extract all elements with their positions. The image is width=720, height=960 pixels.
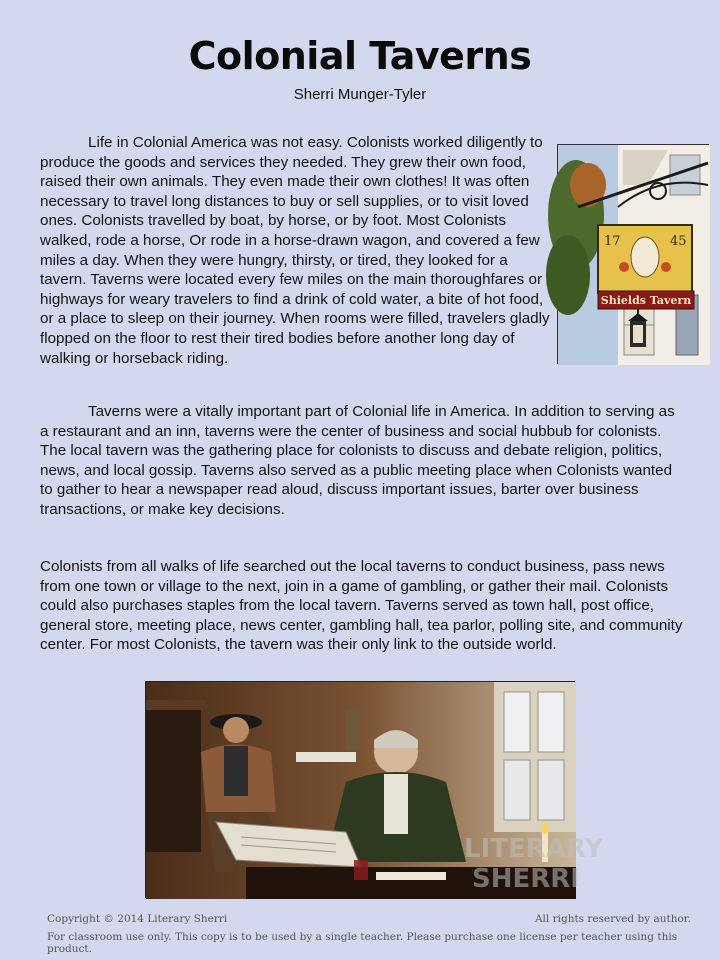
sign-tavern-name: Shields Tavern	[600, 294, 692, 307]
rights-notice: All rights reserved by author.	[534, 913, 691, 925]
copyright-notice: Copyright © 2014 Literary Sherri	[47, 913, 228, 925]
paragraph-1	[40, 133, 554, 368]
paragraph-1-text: Life in Colonial America was not easy. Colonists worked diligently to produce the goods and services they needed. They grew their own food, raised their own animals. They even made their own clothes! It was often necessary to travel long distances to buy or sell supplies, or to visit loved ones. Colonists travelled by boat, by horse, or by foot. Most Colonists walked, rode a horse, Or rode in a horse-drawn wagon, and covered a few miles a day. When they were hungry, thirsty, or tired, they looked for a tavern. Taverns were located every few miles on the main thoroughfares or highways for weary travelers to find a drink of cold water, a bite of hot food, or a place to sleep on their journey. When rooms were filled, travelers gladly flopped on the floor to rest their tired bodies before another long day of walking or horseback riding.	[40, 134, 550, 367]
paragraph-2-text: Taverns were a vitally important part of Colonial life in America. In addition to serving as a restaurant and an inn, taverns were the center of business and social hubbub for colonists. The local tavern was the gathering place for colonists to discuss and debate religion, politics, news, and local gossip. Taverns also served as a public meeting place when Colonists wanted to gather to hear a newspaper read aloud, discuss important issues, barter over business transactions, or make key decisions.	[40, 403, 675, 518]
page-title: Colonial Taverns	[188, 34, 532, 78]
paragraph-3: Colonists from all walks of life searched out the local taverns to conduct business, pass news from one town or village to the next, join in a game of gambling, or gather their mail. Colonists could also purchases staples from the local tavern. Taverns served as town hall, post office, general store, meeting place, news center, gambling hall, tea parlor, polling site, and community center. For most Colonists, the tavern was their only link to the outside world.	[40, 558, 683, 654]
author-name: Sherri Munger-Tyler	[293, 86, 427, 103]
sign-year-left: 17	[604, 234, 621, 249]
paragraph-2	[40, 402, 680, 520]
sign-year-right: 45	[670, 234, 687, 249]
shields-tavern-sign-photo	[557, 144, 709, 364]
watermark-line-1: LITERARY	[464, 834, 604, 864]
watermark-line-2: SHERRI	[472, 864, 580, 894]
tavern-interior-photo	[145, 681, 604, 898]
license-notice: For classroom use only. This copy is to be used by a single teacher. Please purchase one license per teacher using this product.	[47, 931, 678, 955]
